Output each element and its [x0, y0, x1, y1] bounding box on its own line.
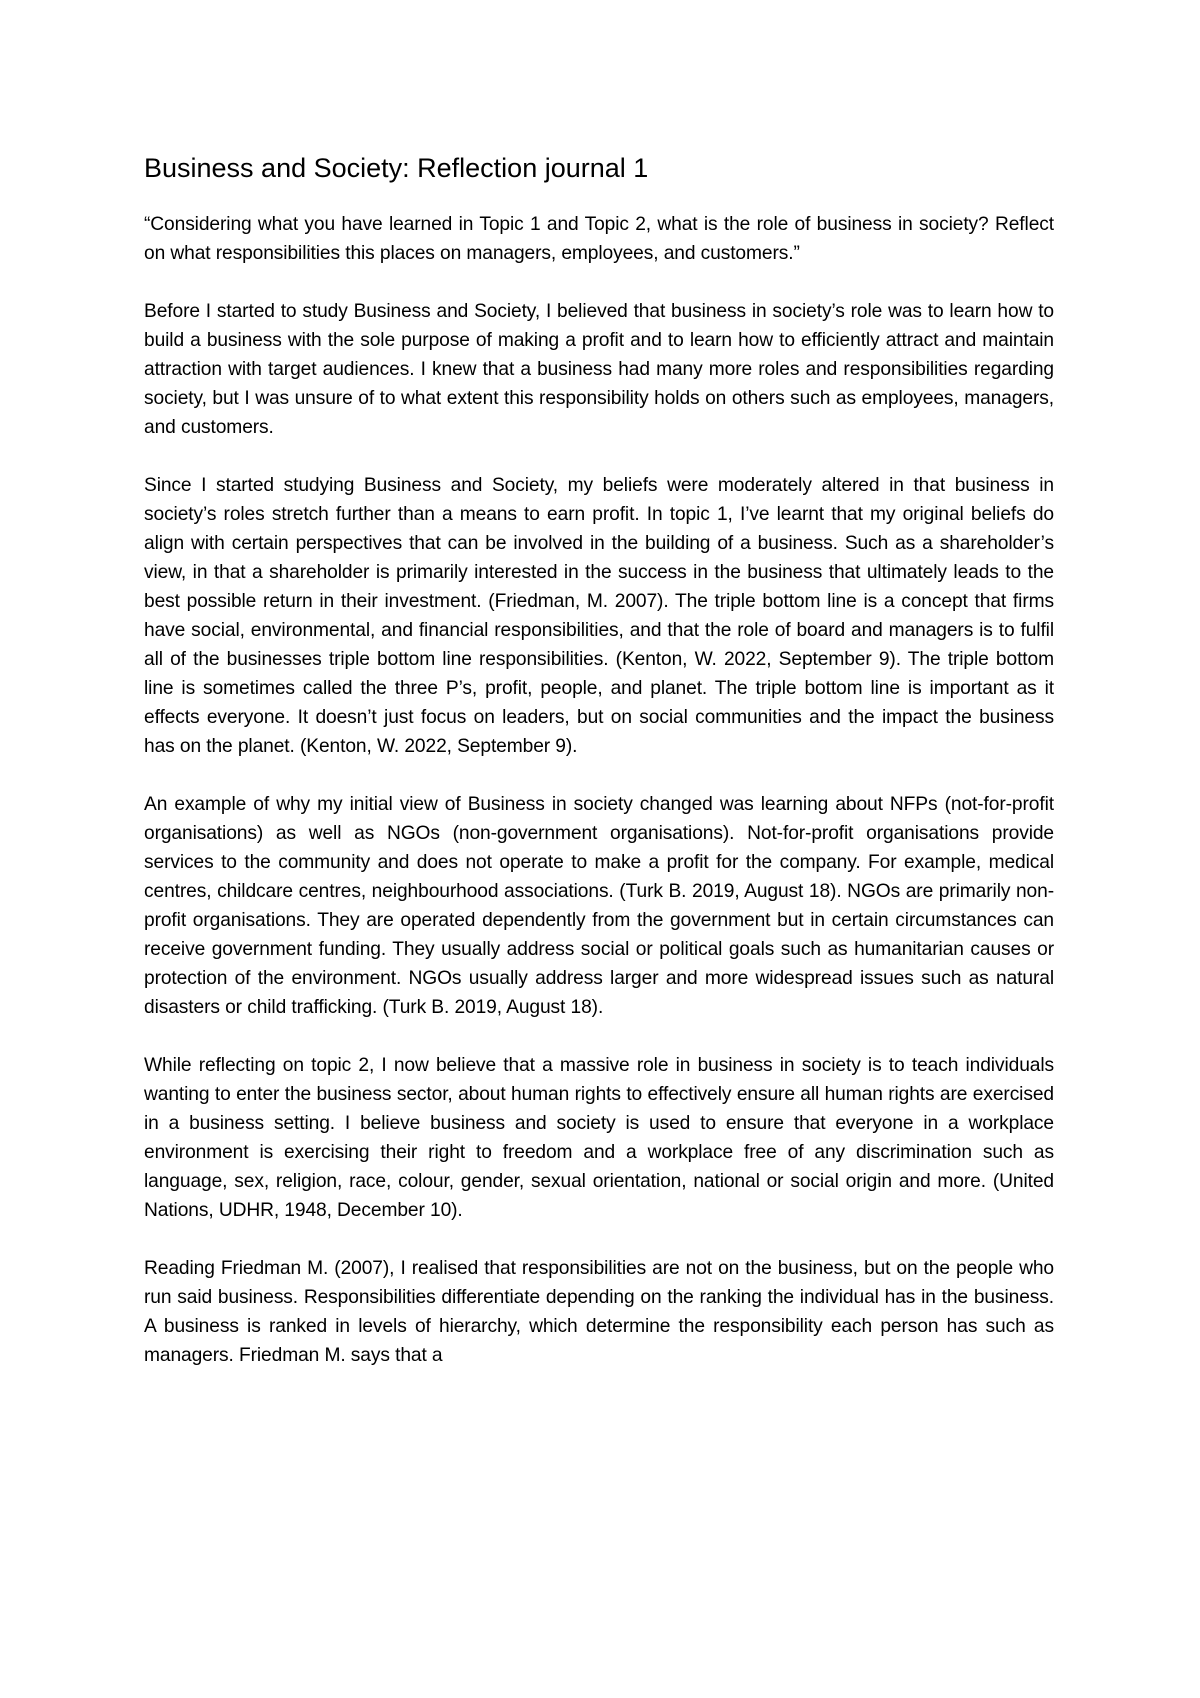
paragraph-nfp-ngo-example: An example of why my initial view of Business in society changed was learning about NFPs (not-for-profit organisations) as well as NGOs (non-government organisations). Not-for-profit organisations provide services to the community and does not operate to make a profit for the company. For example, medical centres, childcare centres, neighbourhood associations. (Turk B. 2019, August 18). NGOs are primarily non-profit organisations. They are operated dependently from the government but in certain circumstances can receive government funding. They usually address social or political goals such as humanitarian causes or protection of the environment. NGOs usually address larger and more widespread issues such as natural disasters or child trafficking. (Turk B. 2019, August 18). [144, 794, 1054, 1018]
paragraph-topic-2-reflection: While reflecting on topic 2, I now believe that a massive role in business in society is to teach individuals wanting to enter the business sector, about human rights to effectively ensure all human rights are exercised in a business setting. I believe business and society is used to ensure that everyone in a workplace environment is exercising their right to freedom and a workplace free of any discrimination such as language, sex, religion, race, colour, gender, sexual orientation, national or social origin and more. (United Nations, UDHR, 1948, December 10). [144, 1055, 1054, 1221]
paragraph-friedman-reading: Reading Friedman M. (2007), I realised that responsibilities are not on the business, but on the people who run said business. Responsibilities differentiate depending on the ranking the individual has in the business. A business is ranked in levels of hierarchy, which determine the responsibility each person has such as managers. Friedman M. says that a [144, 1258, 1054, 1366]
paragraph-topic-1-reflection: Since I started studying Business and Society, my beliefs were moderately altered in that business in society’s roles stretch further than a means to earn profit. In topic 1, I’ve learnt that my original beliefs do align with certain perspectives that can be involved in the building of a business. Such as a shareholder’s view, in that a shareholder is primarily interested in the success in the business that ultimately leads to the best possible return in their investment. (Friedman, M. 2007). The triple bottom line is a concept that firms have social, environmental, and financial responsibilities, and that the role of board and managers is to fulfil all of the businesses triple bottom line responsibilities. (Kenton, W. 2022, September 9). The triple bottom line is sometimes called the three P’s, profit, people, and planet. The triple bottom line is important as it effects everyone. It doesn’t just focus on leaders, but on social communities and the impact the business has on the planet. (Kenton, W. 2022, September 9). [144, 475, 1054, 757]
document-body [144, 150, 1054, 1370]
document-title: Business and Society: Reflection journal 1 [144, 153, 649, 183]
paragraph-initial-beliefs: Before I started to study Business and Society, I believed that business in society’s role was to learn how to build a business with the sole purpose of making a profit and to learn how to efficiently attract and maintain attraction with target audiences. I knew that a business had many more roles and responsibilities regarding society, but I was unsure of to what extent this responsibility holds on others such as employees, managers, and customers. [144, 301, 1054, 438]
assignment-prompt: “Considering what you have learned in Topic 1 and Topic 2, what is the role of business in society? Reflect on what responsibilities this places on managers, employees, and customers.” [144, 214, 1054, 264]
